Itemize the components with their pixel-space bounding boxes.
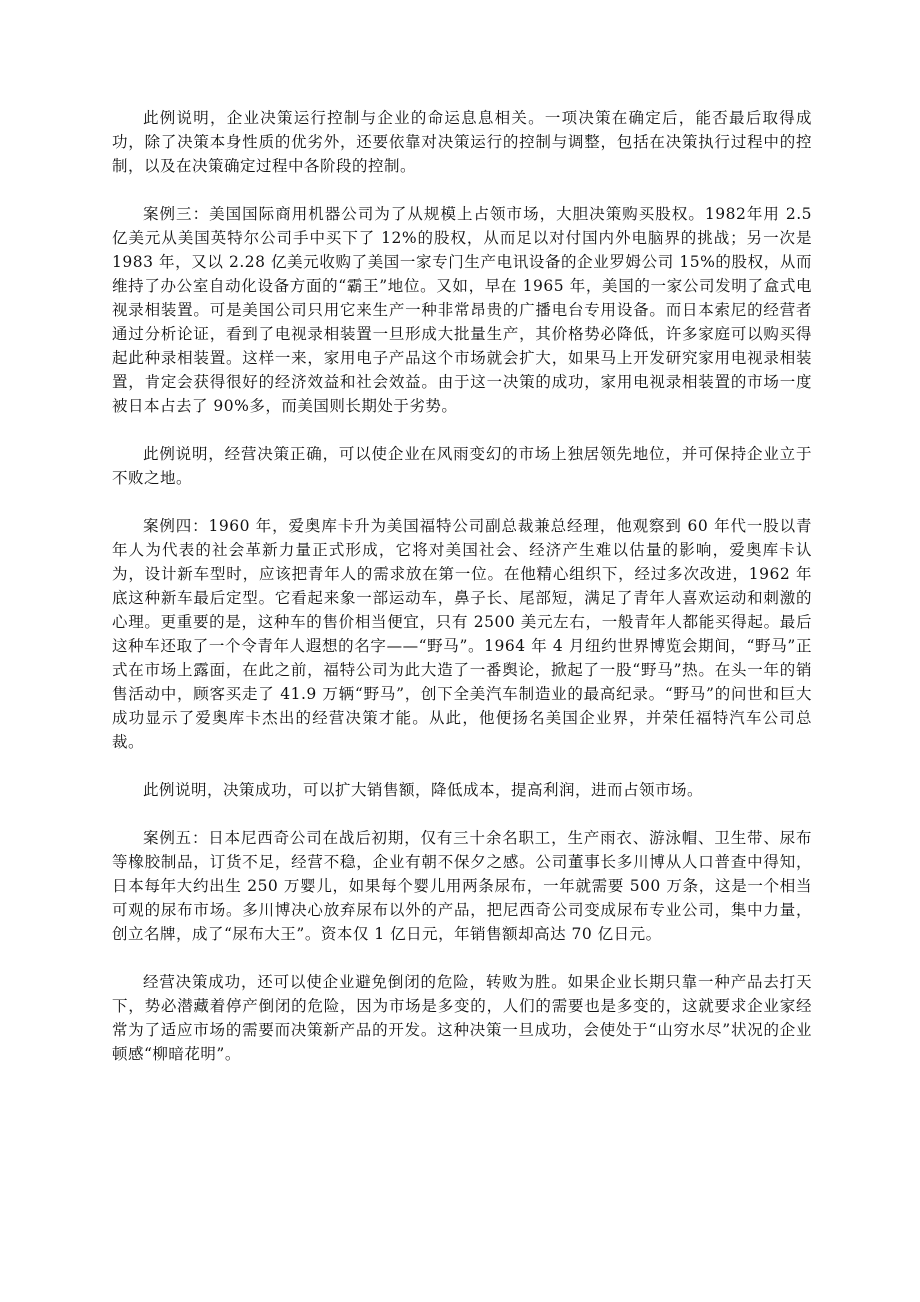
paragraph-conclusion-new-products: 经营决策成功，还可以使企业避免倒闭的危险，转败为胜。如果企业长期只靠一种产品去打天下，势必潜藏着停产倒闭的危险，因为市场是多变的，人们的需要也是多变的，这就要求企业家经常为了适应市场的需要而决策新产品的开发。这种决策一旦成功，会使处于“山穷水尽”状况的企业顿感“柳暗花明”。 — [112, 973, 812, 1063]
paragraph-conclusion-sales: 此例说明，决策成功，可以扩大销售额，降低成本，提高利润，进而占领市场。 — [143, 781, 704, 799]
document-body — [112, 106, 812, 1090]
paragraph-case-five: 案例五：日本尼西奇公司在战后初期，仅有三十余名职工，生产雨衣、游泳帽、卫生带、尿布等橡胶制品，订货不足，经营不稳，企业有朝不保夕之感。公司董事长多川博从人口普查中得知，日本每年大约出生 250 万婴儿，如果每个婴儿用两条尿布，一年就需要 500 万条，这是一个相当可观的尿布市场。多川博决心放弃尿布以外的产品，把尼西奇公司变成尿布专业公司，集中力量，创立名牌，成了“尿布大王”。资本仅 1 亿日元，年销售额却高达 70 亿日元。 — [112, 829, 812, 943]
paragraph-case-four: 案例四：1960 年，爱奥库卡升为美国福特公司副总裁兼总经理，他观察到 60 年代一股以青年人为代表的社会革新力量正式形成，它将对美国社会、经济产生难以估量的影响，爱奥库卡认为，设计新车型时，应该把青年人的需求放在第一位。在他精心组织下，经过多次改进，1962 年底这种新车最后定型。它看起来象一部运动车，鼻子长、尾部短，满足了青年人喜欢运动和刺激的心理。更重要的是，这种车的售价相当便宜，只有 2500 美元左右，一般青年人都能买得起。最后这种车还取了一个令青年人遐想的名字——“野马”。1964 年 4 月纽约世界博览会期间，“野马”正式在市场上露面，在此之前，福特公司为此大造了一番舆论，掀起了一股“野马”热。在头一年的销售活动中，顾客买走了 41.9 万辆“野马”，创下全美汽车制造业的最高纪录。“野马”的问世和巨大成功显示了爱奥库卡杰出的经营决策才能。从此，他便扬名美国企业界，并荣任福特汽车公司总裁。 — [112, 517, 812, 751]
paragraph-case-three: 案例三：美国国际商用机器公司为了从规模上占领市场，大胆决策购买股权。1982年用 2.5 亿美元从美国英特尔公司手中买下了 12%的股权，从而足以对付国内外电脑界的挑战；另一次是 1983 年，又以 2.28 亿美元收购了美国一家专门生产电讯设备的企业罗姆公司 15%的股权，从而维持了办公室自动化设备方面的“霸王”地位。又如，早在 1965 年，美国的一家公司发明了盒式电视录相装置。可是美国公司只用它来生产一种非常昂贵的广播电台专用设备。而日本索尼的经营者通过分析论证，看到了电视录相装置一旦形成大批量生产，其价格势必降低，许多家庭可以购买得起此种录相装置。这样一来，家用电子产品这个市场就会扩大，如果马上开发研究家用电视录相装置，肯定会获得很好的经济效益和社会效益。由于这一决策的成功，家用电视录相装置的市场一度被日本占去了 90%多，而美国则长期处于劣势。 — [112, 205, 812, 415]
paragraph-conclusion-control: 此例说明，企业决策运行控制与企业的命运息息相关。一项决策在确定后，能否最后取得成功，除了决策本身性质的优劣外，还要依靠对决策运行的控制与调整，包括在决策执行过程中的控制，以及在决策确定过程中各阶段的控制。 — [112, 109, 812, 175]
paragraph-conclusion-leading-position: 此例说明，经营决策正确，可以使企业在风雨变幻的市场上独居领先地位，并可保持企业立于不败之地。 — [112, 445, 812, 487]
